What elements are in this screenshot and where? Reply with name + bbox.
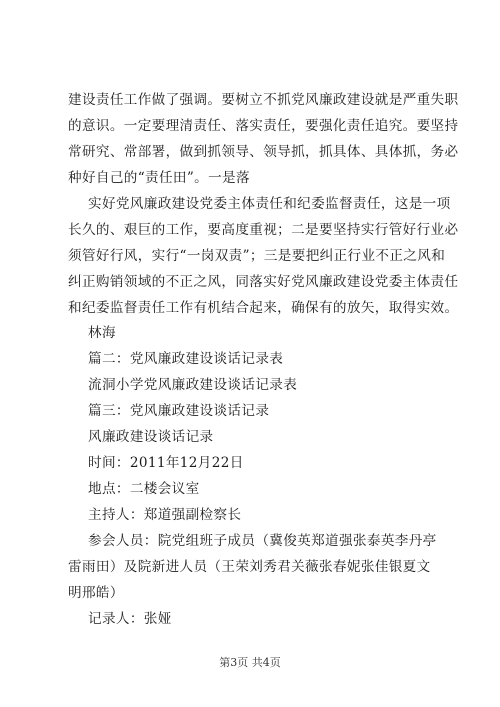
section-title-2: 流洞小学党风廉政建设谈话记录表: [88, 377, 298, 393]
paragraph-line-1: 建设责任工作做了强调。要树立不抓党风廉政建设就是严重失职: [68, 92, 459, 108]
paragraph-line-9: 和纪委监督责任工作有机结合起来，确保有的放矢，取得实效。: [68, 300, 459, 316]
section-title-3: 风廉政建设谈话记录: [88, 429, 214, 445]
paragraph-line-5: 实好党风廉政建设党委主体责任和纪委监督责任，这是一项: [88, 196, 451, 212]
meeting-host: 主持人：郑道强副检察长: [88, 507, 242, 523]
paragraph-line-6: 长久的、艰巨的工作，要高度重视；二是要坚持实行管好行业必: [68, 222, 459, 238]
attendees-line-3: 明邢皓）: [68, 585, 124, 601]
page-number-footer: 第3页 共4页: [219, 656, 281, 669]
author-name: 林海: [88, 325, 116, 341]
meeting-location: 地点：二楼会议室: [88, 481, 200, 497]
recorder: 记录人：张娅: [88, 611, 172, 627]
meeting-time: 时间：2011年12月22日: [88, 455, 244, 471]
attendees-line-2: 雷雨田）及院新进人员（王荣刘秀君关薇张春妮张佳银夏文: [68, 559, 431, 575]
section-heading-2: 篇二：党风廉政建设谈话记录表: [88, 351, 284, 367]
paragraph-line-2: 的意识。一定要理清责任、落实责任，要强化责任追究。要坚持: [68, 118, 459, 134]
attendees-line-1: 参会人员：院党组班子成员（冀俊英郑道强张泰英李丹亭: [88, 533, 437, 549]
paragraph-line-7: 须管好行风，实行“一岗双责”；三是要把纠正行业不正之风和: [68, 248, 446, 264]
paragraph-line-3: 常研究、常部署，做到抓领导、领导抓，抓具体、具体抓，务必: [68, 144, 459, 160]
paragraph-line-4: 种好自己的“责任田”。一是落: [68, 170, 250, 186]
paragraph-line-8: 纠正购销领域的不正之风，同落实好党风廉政建设党委主体责任: [68, 274, 459, 290]
section-heading-3: 篇三：党风廉政建设谈话记录: [88, 403, 270, 419]
